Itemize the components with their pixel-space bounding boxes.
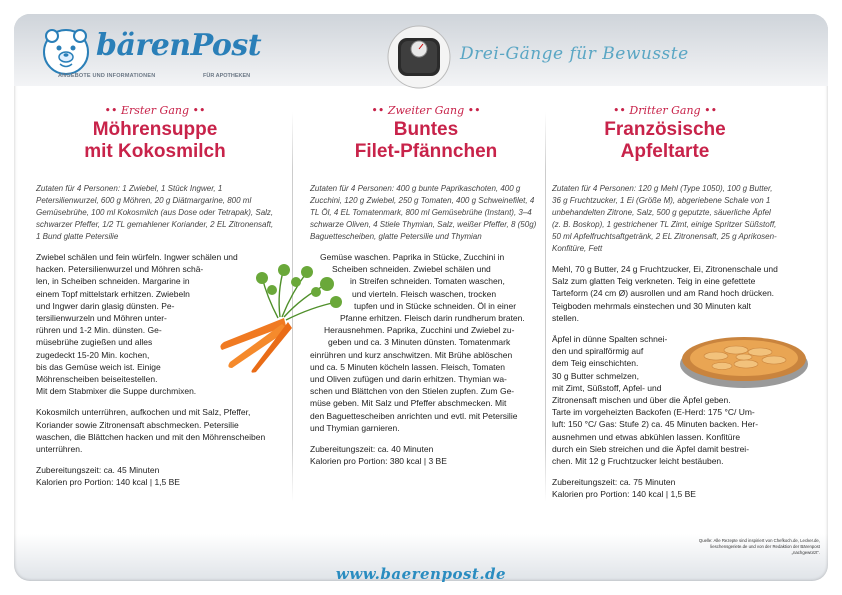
text-line: und Thymian garnieren.	[310, 422, 400, 433]
text-line: und vierteln. Fleisch waschen, trocken	[352, 288, 497, 299]
bear-mascot-icon	[40, 26, 92, 76]
course-label: •• Zweiter Gang ••	[371, 104, 481, 117]
text-line: und ca. 5 Minuten köcheln lassen. Fleisch, Tomaten	[310, 361, 505, 372]
text-line: Möhrenscheiben beiseitestellen.	[36, 374, 158, 385]
recipe-title-line: Filet-Pfännchen	[354, 141, 498, 162]
recipe-title-line: mit Kokosmilch	[84, 141, 226, 162]
course-label: •• Erster Gang ••	[104, 104, 206, 117]
text-line: den Baguettescheiben anrichten und evtl. mit Petersilie	[310, 410, 518, 421]
recipe-title	[310, 119, 542, 163]
instruction-paragraph: Mehl, 70 g Butter, 24 g Fruchtzucker, Ei, Zitronenschale und Salz zum glatten Teig verkneten. Teig in eine gefettete Tarteform (24 cm Ø) ausrollen und am Rand hoch drücken. Teigboden mehrmals einstechen und 30 Minuten kalt stellen.	[552, 264, 778, 323]
apple-tart-image	[676, 326, 812, 392]
brand-subtitle-left: ANGEBOTE UND INFORMATIONEN	[58, 73, 156, 79]
text-line: zugedeckt 15-20 Min. kochen,	[36, 349, 150, 360]
text-line: bis das Gemüse weich ist. Einige	[36, 361, 161, 372]
brand-name: bärenPost	[96, 28, 262, 63]
text-line: mit Zimt, Süßstoff, Apfel- und	[552, 382, 662, 393]
text-line: und Ingwer darin glasig dünsten. Pe-	[36, 300, 175, 311]
course-label: •• Dritter Gang ••	[612, 104, 718, 117]
brand-logo[interactable]	[40, 26, 270, 86]
recipe-column-3	[552, 104, 778, 501]
text-line: einem Topf mittelstark erhitzen. Zwiebeln	[36, 288, 190, 299]
text-line: Mit dem Stabmixer die Suppe durchmixen.	[36, 386, 197, 397]
text-line: dem Teig einschichten.	[552, 358, 639, 369]
text-line: tupfen und in Stücke schneiden. Öl in einer	[354, 300, 517, 311]
text-line: Scheiben schneiden. Zwiebel schälen und	[332, 264, 491, 275]
text-line: Zwiebel schälen und fein würfeln. Ingwer schälen und	[36, 252, 238, 262]
recipe-title-line: Buntes	[393, 119, 459, 140]
instruction-paragraph	[310, 251, 542, 434]
text-line: und Oliven zufügen und darin erhitzen. Thymian wa-	[310, 374, 507, 385]
text-line: ausnehmen und etwas abkühlen lassen. Konfitüre	[552, 431, 741, 442]
ingredients-text: Zutaten für 4 Personen: 400 g bunte Paprikaschoten, 400 g Zucchini, 120 g Zwiebel, 250 g Tomaten, 400 g Schweinefilet, 4 TL Öl, 4 EL Tomatenmark, 800 ml Gemüsebrühe (Instant), 3–4 schwarze Oliven, 4 Stiele Thymian, Salz, weißer Pfeffer, 8 (50g) Baguettescheiben, glatte Petersilie und Thymian	[310, 184, 537, 241]
text-line: schen und Blättchen von den Stielen zupfen. Zum Ge-	[310, 386, 515, 397]
text-line: hacken. Petersilienwurzel und Möhren schä-	[36, 264, 204, 275]
source-note: Quelle: Alle Rezepte sind inspiriert von Chefkoch.de, Lecker.de, lieschensgeriete.de und von der Redaktion der Bärenpost „nachgewürzt“.	[698, 538, 820, 555]
text-line: Pfanne erhitzen. Fleisch darin rundherum braten.	[340, 313, 525, 324]
text-line: durch ein Sieb streichen und die Äpfel damit bestrei-	[552, 443, 750, 454]
recipe-title-line: Apfeltarte	[620, 141, 710, 162]
recipe-column-2	[310, 104, 542, 467]
column-divider	[545, 112, 546, 502]
text-line: chen. Mit 12 g Fruchtzucker leicht bestäuben.	[552, 456, 724, 467]
text-line: müsebrühe zugießen und alles	[36, 337, 153, 348]
text-line: len, in Scheiben schneiden. Margarine in	[36, 276, 190, 287]
text-line: einrühren und kurz anschwitzen. Mit Brühe ablöschen	[310, 349, 513, 360]
text-line: luft: 150 °C/ Gas: Stufe 2) ca. 45 Minuten backen. Her-	[552, 419, 759, 430]
text-line: den und spiralförmig auf	[552, 346, 644, 357]
recipe-title-line: Französische	[604, 119, 726, 140]
calories: Kalorien pro Portion: 140 kcal | 1,5 BE	[552, 489, 696, 500]
footer-url-link[interactable]: www.baerenpost.de	[335, 565, 507, 583]
brand-subtitle-right: FÜR APOTHEKEN	[203, 73, 251, 79]
ingredients-text: Zutaten für 4 Personen: 120 g Mehl (Type 1050), 100 g Butter, 36 g Fruchtzucker, 1 Ei (Größe M), abgeriebene Schale von 1 unbehandelten Zitrone, Salz, 500 g geputzte, säuerliche Äpfel (z. B. Boskop), 1 gestrichener TL Zimt, einige Spritzer Süßstoff, 50 ml Apfelfruchtsaftgetränk, 2 EL Zitronensaft, 25 g Aprikosen-Konfitüre, Fett	[552, 184, 777, 253]
calories: Kalorien pro Portion: 380 kcal | 3 BE	[310, 456, 447, 467]
text-line: Herausnehmen. Paprika, Zucchini und Zwiebel zu-	[324, 325, 515, 336]
text-line: Zitronensaft mischen und über die Äpfel geben.	[552, 395, 731, 406]
text-line: Äpfel in dünne Spalten schnei-	[552, 334, 668, 345]
recipe-title	[552, 119, 778, 163]
prep-time: Zubereitungszeit: ca. 45 Minuten	[36, 465, 160, 476]
instruction-paragraph: Kokosmilch unterrühren, aufkochen und mit Salz, Pfeffer, Koriander sowie Zitronensaft abschmecken. Petersilie waschen, die Blättchen hacken und mit den Möhrenscheiben unterrühren.	[36, 407, 266, 455]
bathroom-scale-icon	[386, 24, 452, 90]
prep-time: Zubereitungszeit: ca. 40 Minuten	[310, 444, 434, 455]
tagline: Drei-Gänge für Bewusste	[460, 44, 689, 64]
calories: Kalorien pro Portion: 140 kcal | 1,5 BE	[36, 477, 180, 488]
text-line: tersilienwurzeln und Möhren unter-	[36, 313, 167, 324]
text-line: rühren und 1-2 Min. dünsten. Ge-	[36, 325, 162, 336]
text-line: in Streifen schneiden. Tomaten waschen,	[350, 276, 505, 287]
ingredients-text: Zutaten für 4 Personen: 1 Zwiebel, 1 Stück Ingwer, 1 Petersilienwurzel, 600 g Möhren, 20 g Diätmargarine, 800 ml Gemüsebrühe, 100 ml Kokosmilch (aus Dose oder Tetrapak), Salz, schwarzer Pfeffer, 1/2 TL gemahlener Koriander, 2 EL Zitronensaft, 1 Bund glatte Petersilie	[36, 184, 274, 241]
text-line: 30 g Butter schmelzen,	[552, 370, 639, 381]
text-line: Tarte im vorgeheizten Backofen (E-Herd: 175 °C/ Um-	[552, 407, 755, 418]
recipe-title	[36, 119, 274, 163]
text-line: Gemüse waschen. Paprika in Stücke, Zucchini in	[320, 252, 505, 262]
prep-time: Zubereitungszeit: ca. 75 Minuten	[552, 477, 676, 488]
text-line: geben und ca. 3 Minuten dünsten. Tomatenmark	[328, 337, 511, 348]
recipe-instructions	[310, 251, 542, 467]
recipe-title-line: Möhrensuppe	[92, 119, 218, 140]
carrots-image	[212, 262, 342, 374]
text-line: müse geben. Mit Salz und Pfeffer abschmecken. Mit	[310, 398, 507, 409]
